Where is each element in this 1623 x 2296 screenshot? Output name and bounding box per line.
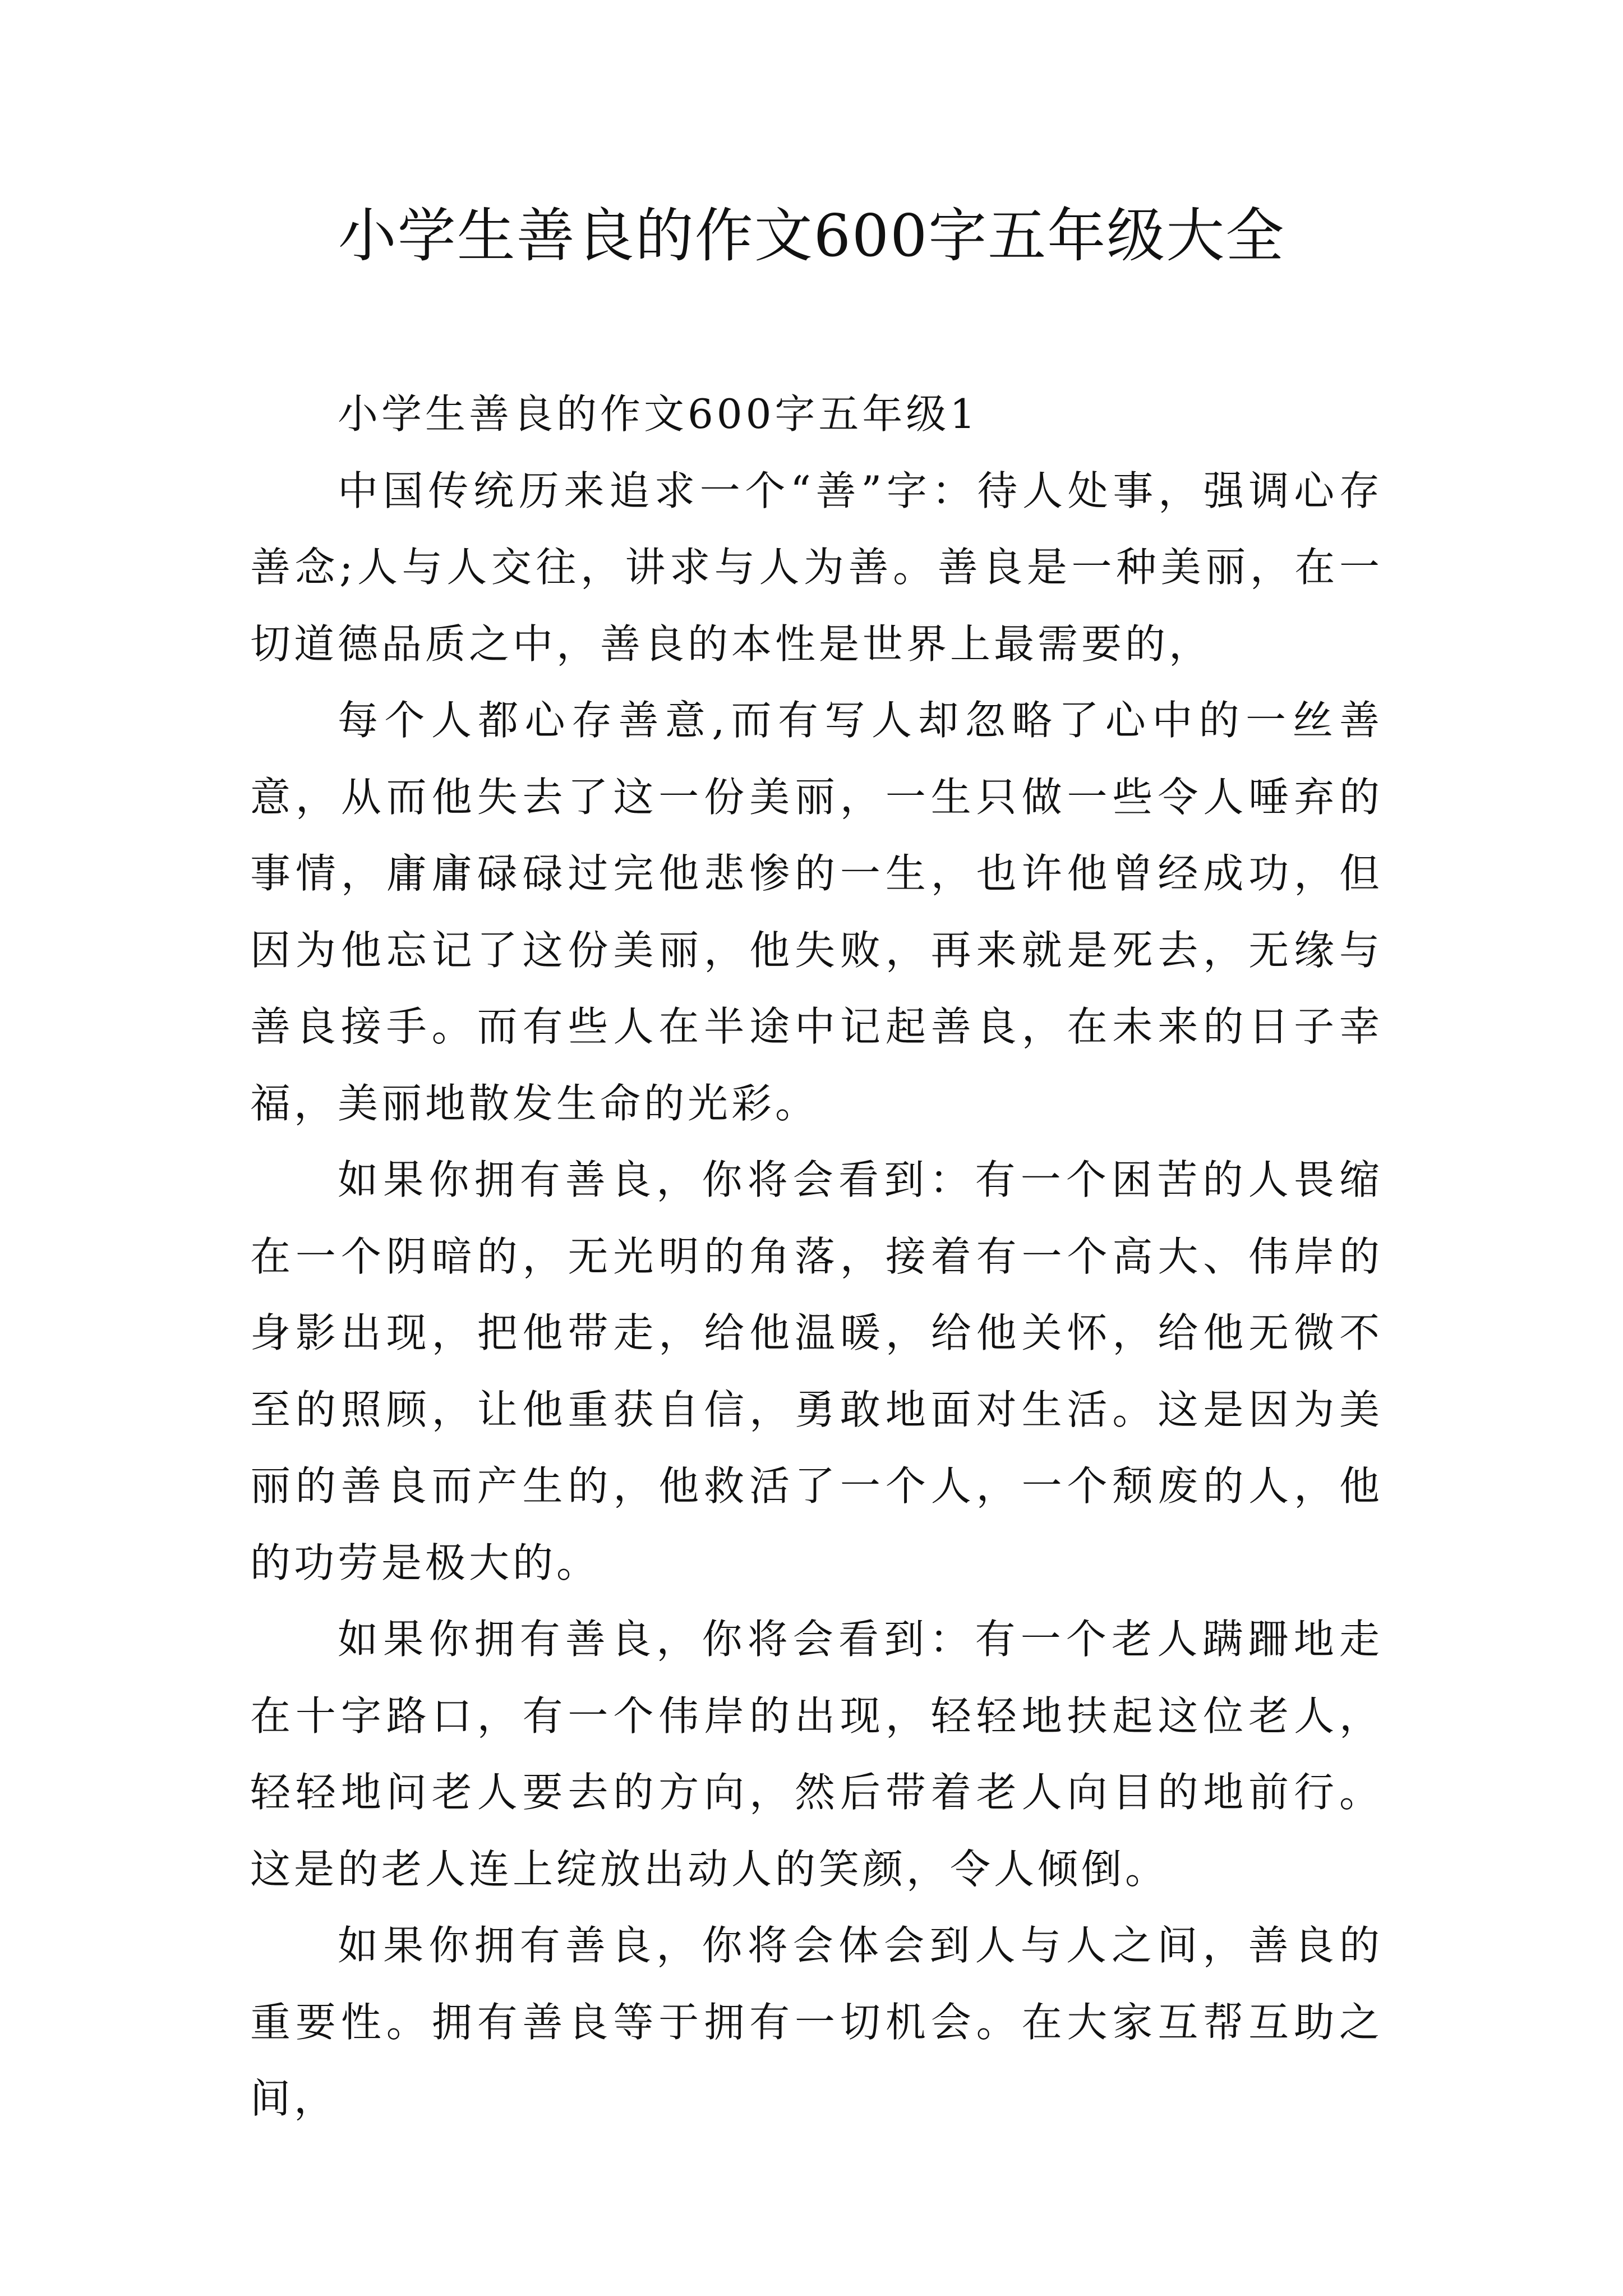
- paragraph-subtitle: 小学生善良的作文600字五年级1: [338, 390, 979, 438]
- paragraph: 如果你拥有善良，你将会看到：有一个老人蹒跚地走在十字路口，有一个伟岸的出现，轻轻地扶起这位老人，轻轻地问老人要去的方向，然后带着老人向目的地前行。这是的老人连上绽放出动人的笑颜，令人倾倒。: [250, 1616, 1383, 1893]
- paragraph: 中国传统历来追求一个“善”字：待人处事，强调心存善念;人与人交往，讲求与人为善。善良是一种美丽，在一切道德品质之中，善良的本性是世界上最需要的，: [250, 467, 1383, 668]
- paragraph: 如果你拥有善良，你将会体会到人与人之间，善良的重要性。拥有善良等于拥有一切机会。在大家互帮互助之间，: [250, 1922, 1383, 2122]
- paragraph: 如果你拥有善良，你将会看到：有一个困苦的人畏缩在一个阴暗的，无光明的角落，接着有一个高大、伟岸的身影出现，把他带走，给他温暖，给他关怀，给他无微不至的照顾，让他重获自信，勇敢地面对生活。这是因为美丽的善良而产生的，他救活了一个人，一个颓废的人，他的功劳是极大的。: [250, 1156, 1383, 1586]
- paragraph: 每个人都心存善意,而有写人却忽略了心中的一丝善意，从而他失去了这一份美丽，一生只做一些令人唾弃的事情，庸庸碌碌过完他悲惨的一生，也许他曾经成功，但因为他忘记了这份美丽，他失败，再来就是死去，无缘与善良接手。而有些人在半途中记起善良，在未来的日子幸福，美丽地散发生命的光彩。: [250, 697, 1383, 1127]
- document-body: [250, 376, 1383, 2137]
- document-title: 小学生善良的作文600字五年级大全: [338, 201, 1285, 270]
